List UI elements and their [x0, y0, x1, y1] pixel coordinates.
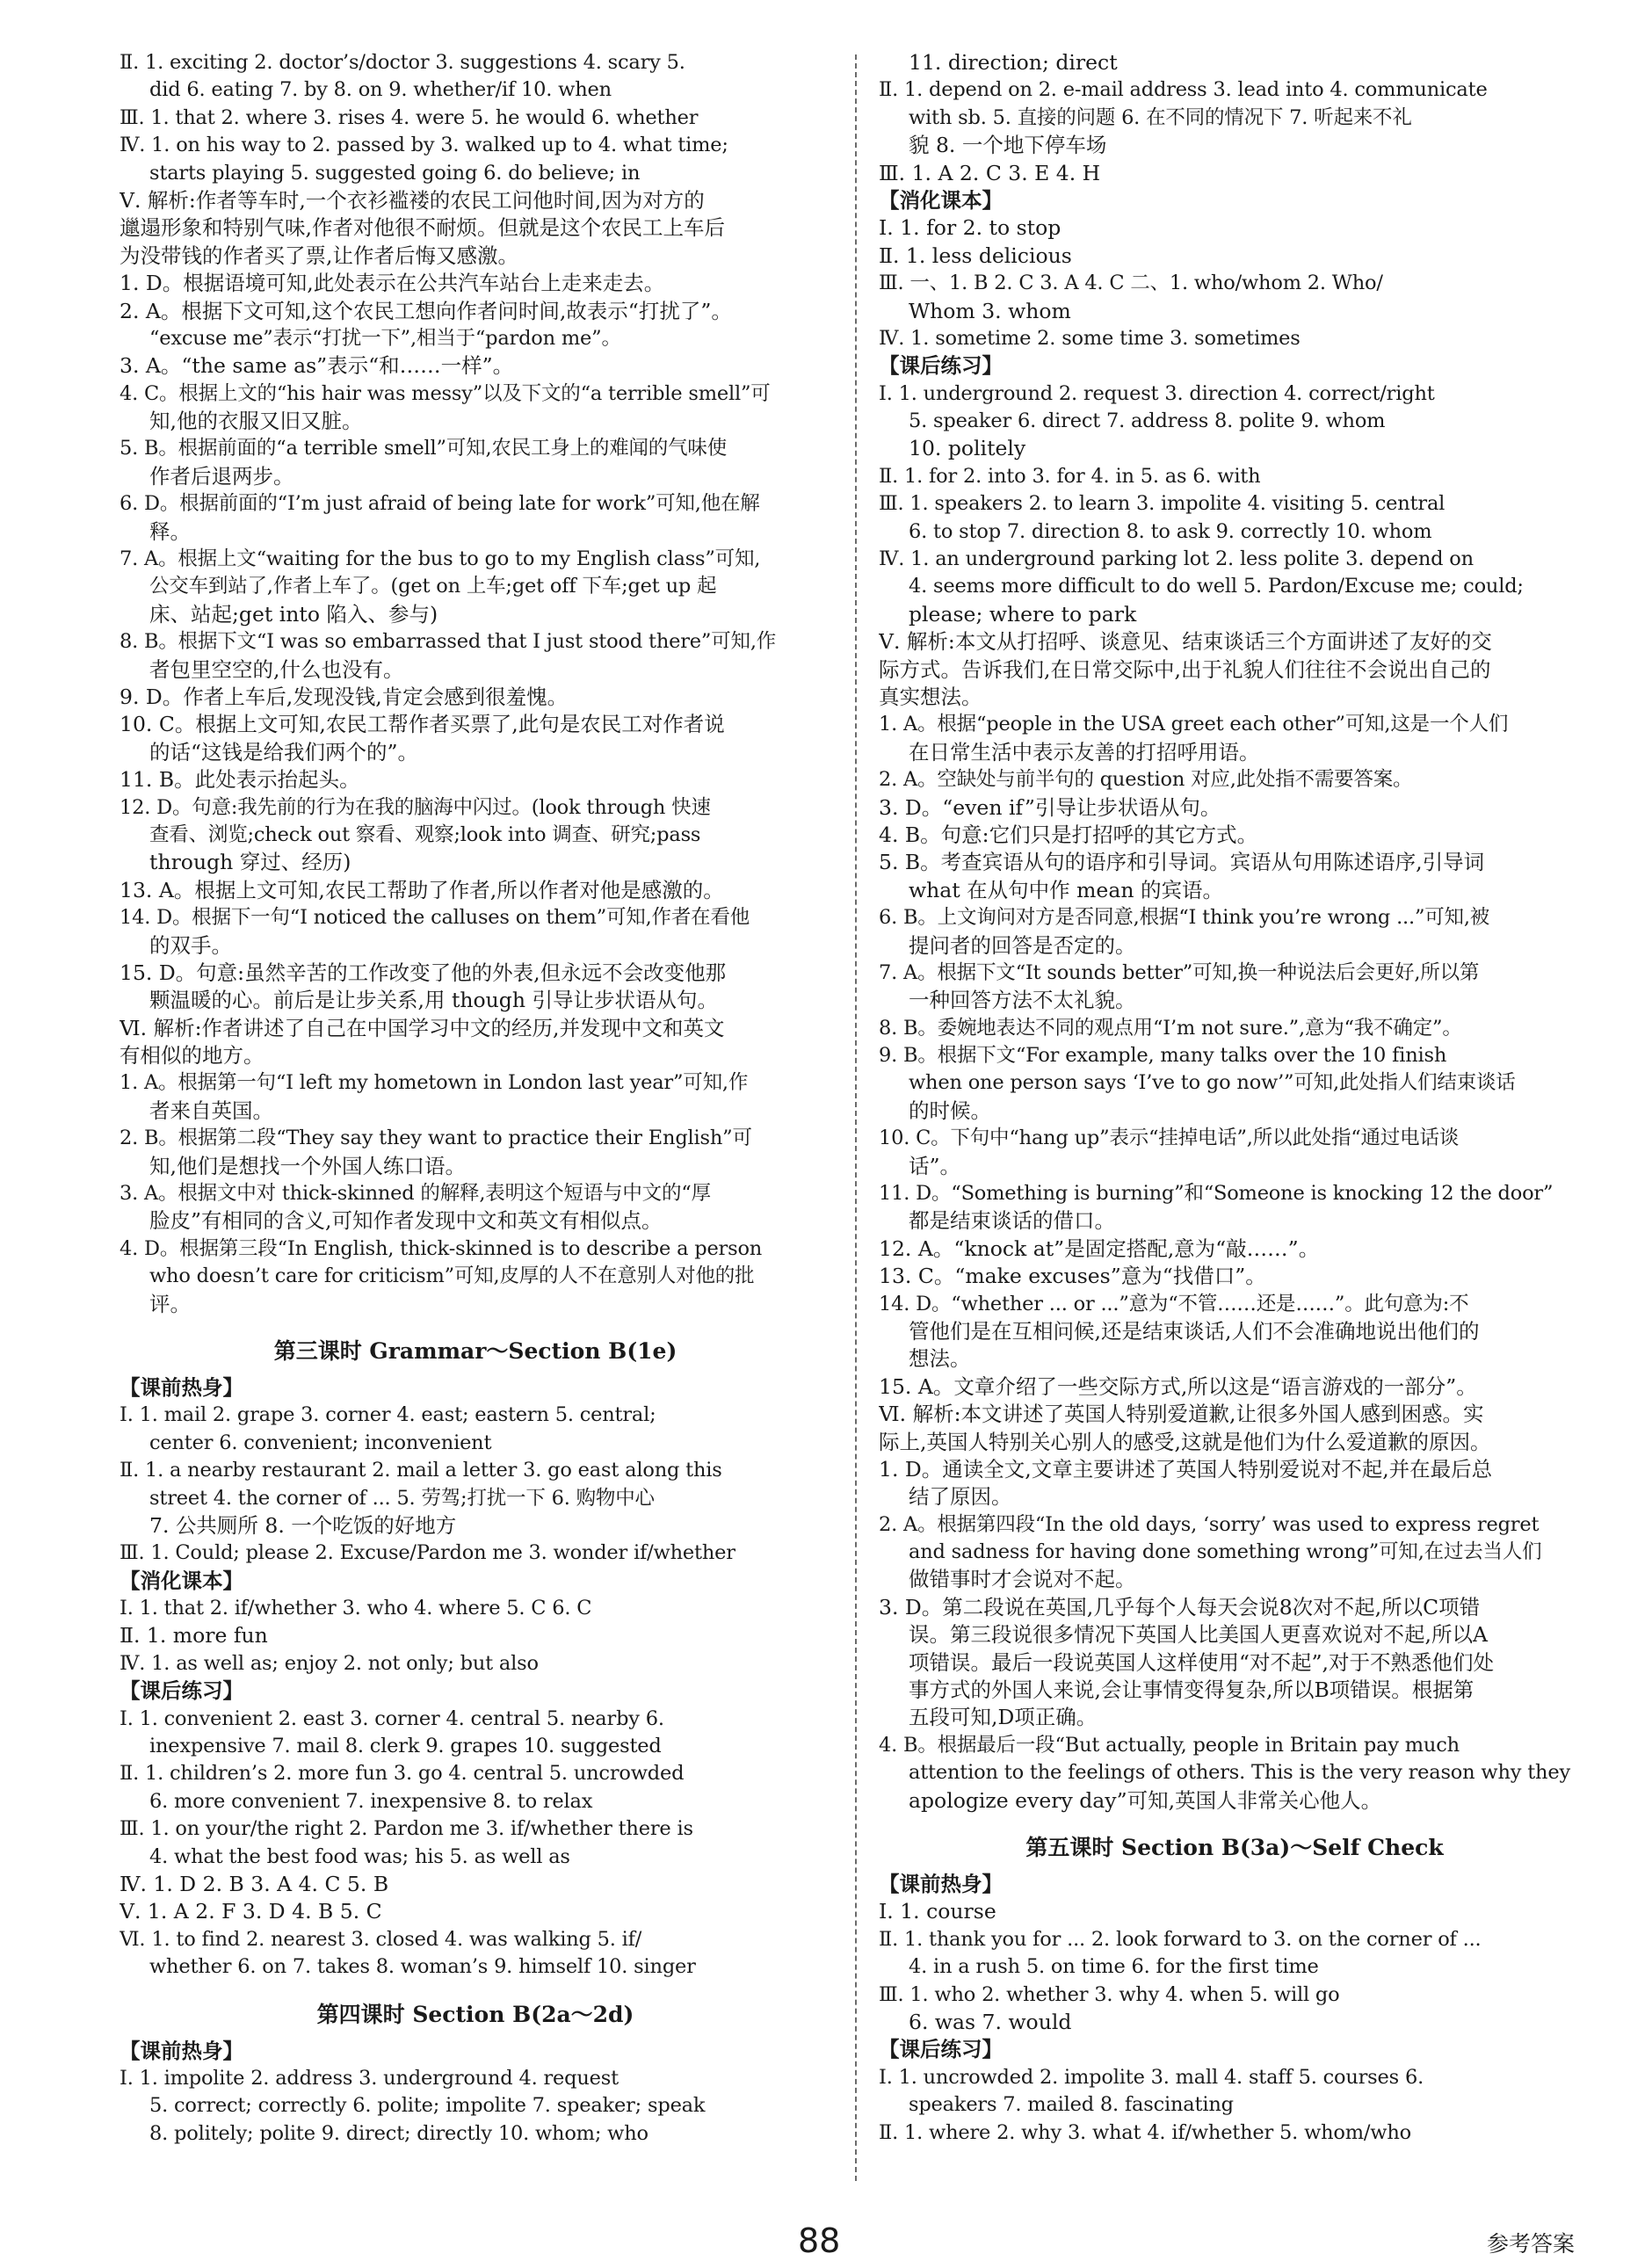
answer-line: Ⅵ. 1. to find 2. nearest 3. closed 4. was walking 5. if/	[120, 1927, 642, 1951]
answer-line: 4. in a rush 5. on time 6. for the first time	[909, 1955, 1319, 1979]
answer-line: 11. direction; direct	[909, 50, 1118, 75]
answer-line: inexpensive 7. mail 8. clerk 9. grapes 10. suggested	[149, 1735, 662, 1758]
answer-line: what 在从句中作 mean 的宾语。	[909, 877, 1223, 902]
answer-line: 6. more convenient 7. inexpensive 8. to relax	[149, 1789, 593, 1813]
answer-line: 的时候。	[909, 1098, 991, 1123]
answer-line: 的双手。	[149, 932, 232, 958]
answer-line: Ⅲ. 1. Could; please 2. Excuse/Pardon me 3. wonder if/whether	[120, 1541, 735, 1565]
answer-line: 15. A。文章介绍了一些交际方式,所以这是“语言游戏的一部分”。	[879, 1373, 1477, 1399]
answer-line: Ⅰ. 1. mail 2. grape 3. corner 4. east; eastern 5. central;	[120, 1403, 656, 1427]
answer-line: Ⅰ. 1. uncrowded 2. impolite 3. mall 4. staff 5. courses 6.	[879, 2065, 1424, 2089]
answer-line: Ⅱ. 1. a nearby restaurant 2. mail a letter 3. go east along this	[120, 1459, 722, 1482]
section-gap	[120, 1982, 831, 1992]
answer-line: Ⅳ. 1. sometime 2. some time 3. sometimes	[879, 326, 1301, 350]
answer-line: 在日常生活中表示友善的打招呼用语。	[909, 739, 1260, 764]
answer-line: 一种回答方法不太礼貌。	[909, 988, 1136, 1013]
answer-line: Ⅱ. 1. more fun	[120, 1623, 268, 1648]
answer-line: Ⅳ. 1. an underground parking lot 2. less polite 3. depend on	[879, 547, 1474, 571]
answer-line: 作者后退两步。	[149, 463, 294, 489]
section-label: 【消化课本】	[879, 187, 1003, 213]
answer-line: 4. what the best food was; his 5. as well as	[149, 1844, 570, 1868]
answer-line: Ⅱ. 1. depend on 2. e-mail address 3. lead into 4. communicate	[879, 78, 1488, 102]
answer-line: 提问者的回答是否定的。	[909, 932, 1136, 958]
answer-line: 为没带钱的作者买了票,让作者后悔又感激。	[120, 243, 518, 268]
answer-line: Ⅰ. 1. underground 2. request 3. direction 4. correct/right	[879, 381, 1435, 405]
answer-line: Ⅰ. 1. for 2. to stop	[879, 215, 1061, 241]
answer-line: 14. D。“whether ... or ...”意为“不管……还是……”。此句意为:不	[879, 1292, 1469, 1315]
answer-line: 都是结束谈话的借口。	[909, 1208, 1115, 1234]
answer-line: 7. 公共厕所 8. 一个吃饭的好地方	[149, 1512, 457, 1538]
answer-line: center 6. convenient; inconvenient	[149, 1431, 492, 1454]
answer-line: Ⅰ. 1. convenient 2. east 3. corner 4. central 5. nearby 6.	[120, 1706, 664, 1730]
answer-line: Whom 3. whom	[909, 298, 1071, 323]
answer-line: 管他们是在互相问候,还是结束谈话,人们不会准确地说出他们的	[909, 1318, 1480, 1344]
footer-label: 参考答案	[1487, 2231, 1576, 2257]
answer-line: 1. A。根据“people in the USA greet each other”可知,这是一个人们	[879, 713, 1509, 736]
answer-line: 3. D。“even if”引导让步状语从句。	[879, 794, 1221, 820]
answer-line: 13. A。根据上文可知,农民工帮助了作者,所以作者对他是感激的。	[120, 877, 724, 902]
answer-line: 知,他们是想找一个外国人练口语。	[149, 1153, 466, 1178]
answer-line: 8. B。根据下文“I was so embarrassed that I just stood there”可知,作	[120, 630, 777, 654]
answer-line: 4. C。根据上文的“his hair was messy”以及下文的“a terrible smell”可	[120, 381, 771, 405]
answer-line: 真实想法。	[879, 684, 982, 709]
answer-line: Ⅲ. 1. speakers 2. to learn 3. impolite 4. visiting 5. central	[879, 492, 1446, 516]
answer-line: when one person says ‘I’ve to go now’”可知,此处指人们结束谈话	[909, 1071, 1516, 1095]
answer-line: 颗温暖的心。前后是让步关系,用 though 引导让步状语从句。	[149, 988, 718, 1013]
answer-line: starts playing 5. suggested going 6. do believe; in	[149, 161, 641, 185]
section-label: 【课后练习】	[879, 353, 1003, 379]
answer-line: 床、站起;get into 陷入、参与)	[149, 601, 438, 627]
answer-line: Ⅴ. 解析:作者等车时,一个衣衫褴褛的农民工问他时间,因为对方的	[120, 187, 705, 213]
answer-line: 5. speaker 6. direct 7. address 8. polite 9. whom	[909, 409, 1386, 433]
answer-column-left	[120, 49, 831, 2148]
answer-line: whether 6. on 7. takes 8. woman’s 9. himself 10. singer	[149, 1955, 696, 1979]
answer-line: 1. A。根据第一句“I left my hometown in London last year”可知,作	[120, 1071, 749, 1095]
answer-line: street 4. the corner of ... 5. 劳驾;打扰一下 6. 购物中心	[149, 1486, 655, 1510]
answer-line: 际方式。告诉我们,在日常交际中,出于礼貌人们往往不会说出自己的	[879, 656, 1491, 682]
answer-line: 12. D。句意:我先前的行为在我的脑海中闪过。(look through 快速	[120, 795, 711, 819]
answer-line: apologize every day”可知,英国人非常关心他人。	[909, 1787, 1382, 1813]
answer-line: 5. B。考查宾语从句的语序和引导词。宾语从句用陈述语序,引导词	[879, 850, 1485, 875]
answer-line: 15. D。句意:虽然辛苦的工作改变了他的外表,但永远不会改变他那	[120, 960, 727, 985]
lesson-heading: 第五课时 Section B(3a)～Self Check	[1025, 1835, 1444, 1860]
answer-line: 7. A。根据上文“waiting for the bus to go to my English class”可知,	[120, 547, 761, 571]
answer-line: 貌 8. 一个地下停车场	[909, 133, 1107, 158]
answer-line: 3. D。第二段说在英国,几乎每个人每天会说8次对不起,所以C项错	[879, 1594, 1481, 1619]
answer-line: Ⅲ. 1. A 2. C 3. E 4. H	[879, 160, 1101, 185]
answer-line: Ⅴ. 1. A 2. F 3. D 4. B 5. C	[120, 1899, 382, 1924]
answer-line: Ⅲ. 一、1. B 2. C 3. A 4. C 二、1. who/whom 2. Who/	[879, 272, 1383, 295]
answer-line: 查看、浏览;check out 察看、观察;look into 调查、研究;pass	[149, 822, 701, 846]
answer-line: 11. B。此处表示抬起头。	[120, 767, 360, 793]
answer-line: 事方式的外国人来说,会让事情变得复杂,所以B项错误。根据第	[909, 1677, 1474, 1703]
answer-line: Ⅱ. 1. for 2. into 3. for 4. in 5. as 6. with	[879, 464, 1261, 488]
answer-line: 4. D。根据第三段“In English, thick-skinned is to describe a person	[120, 1236, 763, 1260]
section-label: 【课前热身】	[879, 1872, 1003, 1896]
answer-line: Ⅱ. 1. exciting 2. doctor’s/doctor 3. suggestions 4. scary 5.	[120, 51, 685, 74]
answer-line: 5. B。根据前面的“a terrible smell”可知,农民工身上的难闻的气味使	[120, 437, 727, 460]
answer-line: Ⅰ. 1. impolite 2. address 3. underground 4. request	[120, 2066, 619, 2090]
answer-line: 3. A。根据文中对 thick-skinned 的解释,表明这个短语与中文的“厚	[120, 1182, 711, 1206]
answer-line: 脸皮”有相同的含义,可知作者发现中文和英文有相似点。	[149, 1208, 663, 1234]
answer-line: 4. seems more difficult to do well 5. Pardon/Excuse me; could;	[909, 575, 1524, 598]
answer-line: through 穿过、经历)	[149, 850, 351, 875]
answer-line: please; where to park	[909, 601, 1137, 627]
answer-line: Ⅱ. 1. thank you for ... 2. look forward to 3. on the corner of ...	[879, 1927, 1482, 1951]
answer-line: 10. politely	[909, 436, 1026, 461]
answer-column-right	[879, 49, 1590, 2147]
answer-line: 4. B。根据最后一段“But actually, people in Britain pay much	[879, 1733, 1460, 1757]
answer-line: 12. A。“knock at”是固定搭配,意为“敲……”。	[879, 1235, 1320, 1261]
answer-line: with sb. 5. 直接的问题 6. 在不同的情况下 7. 听起来不礼	[909, 105, 1412, 129]
section-gap	[879, 1815, 1590, 1825]
answer-line: 者来自英国。	[149, 1098, 273, 1123]
lesson-heading: 第三课时 Grammar～Section B(1e)	[273, 1337, 677, 1364]
answer-line: 3. A。“the same as”表示“和……一样”。	[120, 353, 514, 379]
answer-line: 五段可知,D项正确。	[909, 1705, 1098, 1730]
section-label: 【课前热身】	[120, 2038, 243, 2063]
answer-line: and sadness for having done something wrong”可知,在过去当人们	[909, 1540, 1542, 1564]
answer-line: 1. D。根据语境可知,此处表示在公共汽车站台上走来走去。	[120, 271, 665, 296]
answer-line: 有相似的地方。	[120, 1043, 264, 1069]
answer-line: 评。	[149, 1291, 191, 1316]
answer-line: 话”。	[909, 1153, 961, 1178]
answer-line: 项错误。最后一段说英国人这样使用“对不起”,对于不熟悉他们处	[909, 1649, 1494, 1675]
answer-line: Ⅱ. 1. less delicious	[879, 243, 1072, 268]
answer-line: 知,他的衣服又旧又脏。	[149, 409, 363, 434]
answer-line: Ⅲ. 1. who 2. whether 3. why 4. when 5. will go	[879, 1982, 1340, 2006]
answer-line: 2. A。根据下文可知,这个农民工想向作者问时间,故表示“打扰了”。	[120, 298, 732, 323]
answer-line: 的话“这钱是给我们两个的”。	[149, 739, 419, 764]
answer-line: 7. A。根据下文“It sounds better”可知,换一种说法后会更好,所以第	[879, 960, 1480, 984]
answer-line: who doesn’t care for criticism”可知,皮厚的人不在意别人对他的批	[149, 1264, 755, 1288]
answer-line: Ⅲ. 1. on your/the right 2. Pardon me 3. if/whether there is	[120, 1817, 693, 1841]
answer-line: 8. B。委婉地表达不同的观点用“I’m not sure.”,意为“我不确定”。	[879, 1016, 1462, 1040]
section-label: 【消化课本】	[120, 1568, 243, 1593]
section-label: 【课前热身】	[120, 1374, 243, 1400]
answer-line: 6. B。上文询问对方是否同意,根据“I think you’re wrong ...”可知,被	[879, 906, 1490, 930]
answer-line: 误。第三段说很多情况下英国人比美国人更喜欢说对不起,所以A	[909, 1622, 1488, 1648]
answer-line: 14. D。根据下一句“I noticed the calluses on them”可知,作者在看他	[120, 906, 750, 930]
answer-line: 6. D。根据前面的“I’m just afraid of being late for work”可知,他在解	[120, 492, 760, 516]
answer-line: Ⅳ. 1. D 2. B 3. A 4. C 5. B	[120, 1872, 389, 1896]
answer-line: speakers 7. mailed 8. fascinating	[909, 2093, 1234, 2117]
answer-line: 2. B。根据第二段“They say they want to practice their English”可	[120, 1127, 752, 1150]
answer-line: attention to the feelings of others. This is the very reason why they	[909, 1761, 1570, 1785]
answer-line: 2. A。空缺处与前半句的 question 对应,此处指不需要答案。	[879, 768, 1413, 792]
answer-line: 6. to stop 7. direction 8. to ask 9. correctly 10. whom	[909, 519, 1432, 543]
answer-line: did 6. eating 7. by 8. on 9. whether/if 10. when	[149, 78, 612, 102]
answer-line: Ⅱ. 1. children’s 2. more fun 3. go 4. central 5. uncrowded	[120, 1762, 685, 1786]
column-divider	[855, 54, 857, 2181]
answer-line: Ⅵ. 解析:本文讲述了英国人特别爱道歉,让很多外国人感到困惑。实	[879, 1402, 1484, 1427]
answer-line: 际上,英国人特别关心别人的感受,这就是他们为什么爱道歉的原因。	[879, 1429, 1491, 1454]
answer-line: 想法。	[909, 1346, 971, 1372]
answer-line: 2. A。根据第四段“In the old days, ‘sorry’ was used to express regret	[879, 1512, 1540, 1536]
lesson-heading: 第四课时 Section B(2a～2d)	[316, 2001, 634, 2027]
answer-line: 9. D。作者上车后,发现没钱,肯定会感到很羞愧。	[120, 684, 569, 709]
answer-line: 邋遢形象和特别气味,作者对他很不耐烦。但就是这个农民工上车后	[120, 215, 725, 241]
answer-line: 5. correct; correctly 6. polite; impolite 7. speaker; speak	[149, 2094, 706, 2118]
answer-line: 公交车到站了,作者上车了。(get on 上车;get off 下车;get up 起	[149, 575, 717, 598]
answer-line: 释。	[149, 518, 191, 544]
answer-line: 者包里空空的,什么也没有。	[149, 656, 404, 682]
answer-line: 做错事时才会说对不起。	[909, 1567, 1136, 1592]
answer-line: 1. D。通读全文,文章主要讲述了英国人特别爱说对不起,并在最后总	[879, 1456, 1493, 1482]
answer-line: 10. C。下句中“hang up”表示“挂掉电话”,所以此处指“通过电话谈	[879, 1127, 1460, 1150]
answer-line: 9. B。根据下文“For example, many talks over the 10 finish	[879, 1044, 1447, 1068]
answer-line: Ⅴ. 解析:本文从打招呼、谈意见、结束谈话三个方面讲述了友好的交	[879, 629, 1492, 655]
section-gap	[120, 1318, 831, 1329]
answer-line: Ⅳ. 1. as well as; enjoy 2. not only; but also	[120, 1651, 539, 1675]
answer-line: Ⅵ. 解析:作者讲述了自己在中国学习中文的经历,并发现中文和英文	[120, 1015, 725, 1040]
page-number: 88	[798, 2221, 841, 2260]
answer-line: Ⅰ. 1. that 2. if/whether 3. who 4. where 5. C 6. C	[120, 1597, 592, 1620]
answer-line: 6. was 7. would	[909, 2009, 1072, 2034]
answer-line: Ⅲ. 1. that 2. where 3. rises 4. were 5. he would 6. whether	[120, 105, 699, 129]
answer-line: 4. B。句意:它们只是打招呼的其它方式。	[879, 822, 1258, 847]
answer-line: 13. C。“make excuses”意为“找借口”。	[879, 1264, 1266, 1289]
section-label: 【课后练习】	[879, 2037, 1003, 2062]
answer-line: 结了原因。	[909, 1484, 1012, 1510]
answer-line: Ⅱ. 1. where 2. why 3. what 4. if/whether 5. whom/who	[879, 2120, 1411, 2144]
section-label: 【课后练习】	[120, 1678, 243, 1704]
answer-line: Ⅳ. 1. on his way to 2. passed by 3. walked up to 4. what time;	[120, 134, 728, 157]
answer-line: 10. C。根据上文可知,农民工帮作者买票了,此句是农民工对作者说	[120, 712, 725, 737]
answer-line: Ⅰ. 1. course	[879, 1899, 996, 1924]
answer-line: “excuse me”表示“打扰一下”,相当于“pardon me”。	[149, 326, 621, 350]
answer-line: 11. D。“Something is burning”和“Someone is knocking 12 the door”	[879, 1182, 1554, 1206]
answer-line: 8. politely; polite 9. direct; directly 10. whom; who	[149, 2121, 648, 2145]
